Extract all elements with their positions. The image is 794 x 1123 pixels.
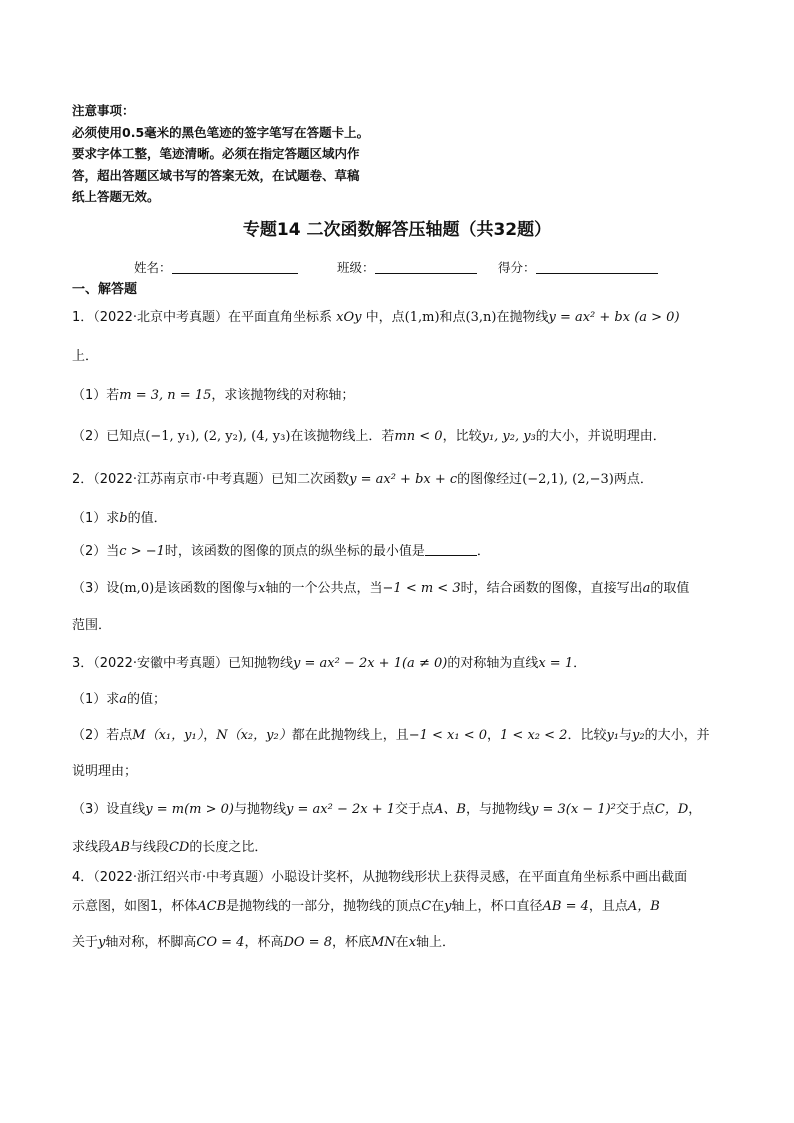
question-3-stem: 3．（2022·安徽中考真题）已知抛物线y = ax² − 2x + 1(a ≠ 0)的对称轴为直线x = 1． <box>72 656 587 671</box>
name-field <box>134 258 298 276</box>
section-heading: 一、解答题 <box>72 282 138 297</box>
question-4-stem-line-1: 4．（2022·浙江绍兴市·中考真题）小聪设计奖杯，从抛物线形状上获得灵感，在平面直角坐标系中画出截面 <box>72 870 688 885</box>
question-1-stem-end: 上． <box>72 349 99 364</box>
class-label: 班级： <box>337 260 375 275</box>
question-2-stem: 2．（2022·江苏南京市·中考真题）已知二次函数y = ax² + bx + c的图像经过(−2,1), (2,−3)两点． <box>72 472 653 487</box>
name-label: 姓名： <box>134 260 172 275</box>
question-2-part-2: （2）当c > −1时，该函数的图像的顶点的纵坐标的最小值是 ． <box>72 544 490 559</box>
notice-line: 答，超出答题区域书写的答案无效，在试题卷、草稿 <box>72 167 360 183</box>
question-3-part-1: （1）求a的值； <box>72 692 167 707</box>
page-title: 专题14 二次函数解答压轴题（共32题） <box>242 220 552 240</box>
score-field <box>498 258 658 276</box>
question-4-stem-line-2: 示意图，如图1，杯体ACB是抛物线的一部分，抛物线的顶点C在y轴上，杯口直径AB = 4，且点A，B <box>72 899 660 914</box>
question-3-part-2-end: 说明理由； <box>72 764 138 779</box>
notice-block <box>72 100 412 208</box>
question-1-part-2: （2）已知点(−1, y₁), (2, y₂), (4, y₃)在该抛物线上．若mn < 0，比较y₁, y₂, y₃的大小，并说明理由． <box>72 429 666 444</box>
score-label: 得分： <box>498 260 536 275</box>
class-blank <box>375 260 477 274</box>
question-2-part-3: （3）设(m,0)是该函数的图像与x轴的一个公共点，当−1 < m < 3时，结合函数的图像，直接写出a的取值 <box>72 581 690 596</box>
notice-line: 必须使用0.5毫米的黑色笔迹的签字笔写在答题卡上。 <box>72 124 370 140</box>
name-blank <box>172 260 298 274</box>
answer-blank[interactable] <box>425 543 477 556</box>
question-2-part-1: （1）求b的值． <box>72 511 167 526</box>
score-blank <box>536 260 658 274</box>
question-3-part-3: （3）设直线y = m(m > 0)与抛物线y = ax² − 2x + 1交于点A、B，与抛物线y = 3(x − 1)²交于点C，D， <box>72 802 702 817</box>
question-1-part-1: （1）若m = 3, n = 15，求该抛物线的对称轴； <box>72 388 355 403</box>
question-3-part-3-end: 求线段AB与线段CD的长度之比． <box>72 840 268 855</box>
class-field <box>337 258 477 276</box>
question-2-part-3-end: 范围． <box>72 618 112 633</box>
question-1-stem: 1．（2022·北京中考真题）在平面直角坐标系 xOy 中，点(1,m)和点(3,n)在抛物线y = ax² + bx (a > 0) <box>72 310 680 325</box>
notice-line: 要求字体工整，笔迹清晰。必须在指定答题区域内作 <box>72 146 360 161</box>
question-3-part-2: （2）若点M（x₁，y₁），N（x₂，y₂）都在此抛物线上，且−1 < x₁ < 0，1 < x₂ < 2．比较y₁与y₂的大小，并 <box>72 728 710 743</box>
notice-line: 纸上答题无效。 <box>72 189 160 204</box>
question-4-stem-line-3: 关于y轴对称，杯脚高CO = 4，杯高DO = 8，杯底MN在x轴上． <box>72 935 456 950</box>
notice-heading: 注意事项： <box>72 103 135 118</box>
